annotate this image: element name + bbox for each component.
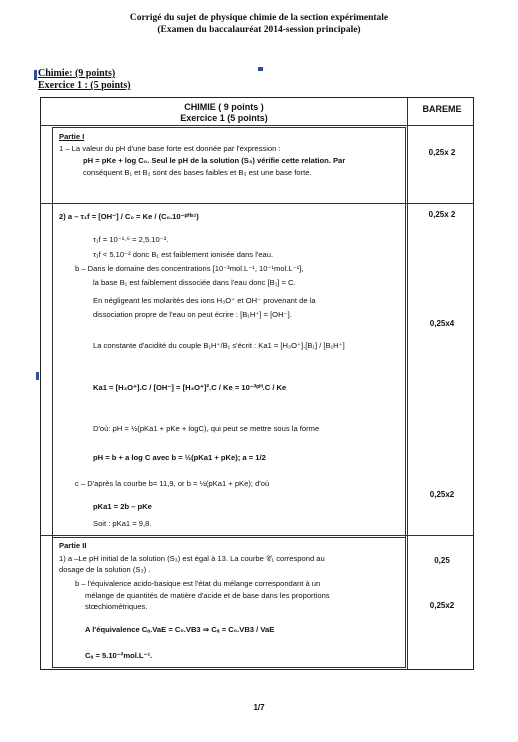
- q2b-line: En négligeant les molarités des ions H₃O⁺ et OH⁻ provenant de la: [93, 296, 316, 305]
- score-p2b: 0,25x2: [429, 601, 455, 610]
- q1-line: 1 – La valeur du pH d'une base forte est donnée par l'expression :: [59, 144, 281, 153]
- q2c-line: Soit : pKa1 = 9,8.: [93, 519, 152, 528]
- partie-1-title: Partie I: [59, 132, 85, 141]
- content-frame: [52, 127, 406, 668]
- bareme-divider: [407, 203, 473, 204]
- table-title: CHIMIE ( 9 points ) Exercice 1 (5 points): [180, 102, 268, 123]
- q2c-line: c – D'après la courbe b= 11,9, or b = ½(pKa1 + pKe); d'où: [75, 479, 270, 488]
- partie-2-title: Partie II: [59, 541, 87, 550]
- q1-line: conséquent B₁ et B₂ sont des bases faibles et B₃ est une base forte.: [83, 168, 312, 177]
- q2b-line: dissociation propre de l'eau on peut écrire : [B₁H⁺] = [OH⁻].: [93, 310, 292, 319]
- p2a-line: 1) a –Le pH initial de la solution (S₃) est égal à 13. La courbe 𝒞₁ correspond au: [59, 554, 325, 563]
- bareme-header: BAREME: [422, 104, 462, 114]
- q2b-line: La constante d'acidité du couple B₁H⁺/B₁ s'écrit : Ka1 = [H₃O⁺].[B₁] / [B₁H⁺]: [93, 341, 345, 350]
- page-number: 1/7: [253, 703, 265, 712]
- score-q2b: 0,25x4: [429, 319, 455, 328]
- scan-mark: [258, 67, 263, 71]
- score-q2a: 0,25x 2: [428, 210, 456, 219]
- q2c-line: pKa1 = 2b – pKe: [93, 502, 152, 511]
- p2b-line: mélange de quantités de matière d'acide et de base dans les proportions: [85, 591, 330, 600]
- p2b-line: b – l'équivalence acido-basique est l'état du mélange correspondant à un: [75, 579, 321, 588]
- document-header: [0, 12, 518, 36]
- scan-mark: [34, 70, 37, 80]
- content-divider: [53, 537, 405, 538]
- scan-mark: [36, 372, 39, 380]
- bareme-divider: [407, 535, 473, 536]
- q2a-line: 2) a – τ₁f = [OH⁻] / C₀ = Ke / (C₀.10⁻ᵖᴴˢ¹): [59, 212, 199, 221]
- q2b-formula: Ka1 = [H₃O⁺].C / [OH⁻] = [H₃O⁺]².C / Ke = 10⁻²ᵖᴴ.C / Ke: [93, 383, 287, 392]
- p2a-line: dosage de la solution (S₃) .: [59, 565, 151, 574]
- q2b-line: pH = b + a log C avec b = ½(pKa1 + pKe); a = 1/2: [93, 453, 266, 462]
- q2a-line: τ₁f = 10⁻¹·⁶ = 2,5.10⁻².: [93, 235, 169, 244]
- q1-line: pH = pKe + log C₀. Seul le pH de la solution (S₃) vérifie cette relation. Par: [83, 156, 346, 165]
- p2b-formula: A l'équivalence Cₐ.VaE = C₀.VB3 ⇒ Cₐ = C₀.VB3 / VaE: [85, 625, 275, 634]
- q2b-line: D'où: pH = ½(pKa1 + pKe + logC), qui peut se mettre sous la forme: [93, 424, 320, 433]
- q2b-line: la base B₁ est faiblement dissociée dans l'eau donc [B₁] = C.: [93, 278, 296, 287]
- column-divider: [407, 98, 408, 669]
- q2a-line: τ₁f < 5.10⁻² donc B₁ est faiblement ionisée dans l'eau.: [93, 250, 274, 259]
- header-line-2: (Examen du baccalauréat 2014-session principale): [157, 25, 361, 35]
- score-q1: 0,25x 2: [428, 148, 456, 157]
- score-q2c: 0,25x2: [429, 490, 455, 499]
- content-divider: [53, 203, 405, 204]
- p2b-result: Cₐ = 5.10⁻²mol.L⁻¹.: [85, 651, 153, 660]
- section-exercice: Exercice 1 : (5 points): [38, 80, 131, 91]
- score-p2a: 0,25: [434, 556, 450, 565]
- q2b-line: b – Dans le domaine des concentrations [10⁻³mol.L⁻¹, 10⁻¹mol.L⁻¹],: [75, 264, 304, 273]
- p2b-line: stœchiométriques.: [85, 602, 148, 611]
- header-line-1: Corrigé du sujet de physique chimie de la section expérimentale: [129, 13, 389, 23]
- header-divider: [41, 125, 473, 126]
- section-chimie: Chimie: (9 points): [38, 68, 116, 79]
